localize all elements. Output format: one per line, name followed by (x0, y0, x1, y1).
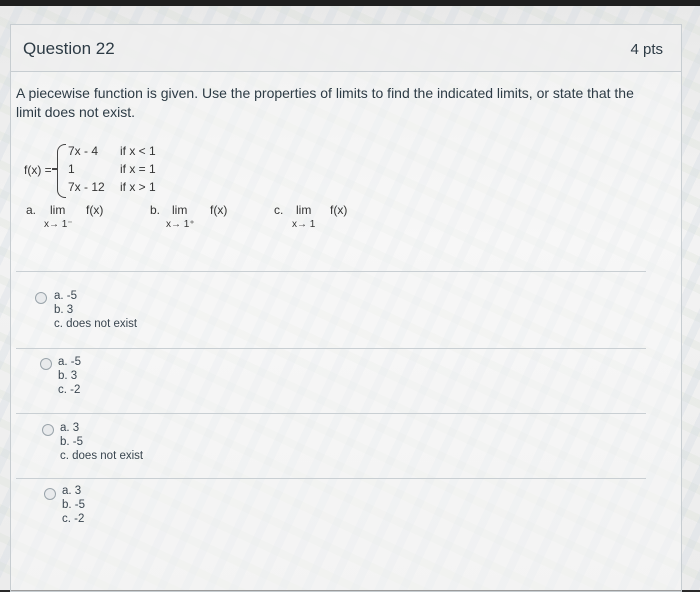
part-b-letter: b. (150, 203, 161, 217)
piecewise-brace (57, 144, 66, 198)
answer-4-radio[interactable] (44, 488, 56, 500)
part-b-func: f(x) (210, 203, 228, 217)
answer-3-part-a: a. 3 (60, 422, 80, 434)
answer-4-part-a: a. 3 (62, 485, 82, 497)
question-prompt: A piecewise function is given. Use the properties of limits to find the indicated limits, or state that the limit does not exist. (16, 85, 634, 120)
case-2-expr: 1 (68, 162, 75, 176)
question-title: Question 22 (23, 39, 115, 58)
case-2-cond: if x = 1 (120, 162, 156, 176)
part-a-letter: a. (26, 203, 37, 217)
part-b-approach: x→ 1⁺ (166, 219, 195, 230)
answer-2-part-a: a. -5 (58, 356, 82, 368)
answer-divider (16, 478, 646, 479)
piecewise-brace-tip (52, 168, 58, 170)
case-1-cond: if x < 1 (120, 144, 156, 158)
question-header (11, 25, 681, 72)
answer-1-part-c: c. does not exist (54, 318, 138, 330)
case-1-expr: 7x - 4 (68, 144, 99, 158)
answer-2-part-b: b. 3 (58, 370, 78, 382)
answer-4-label[interactable] (62, 484, 85, 526)
case-3-cond: if x > 1 (120, 180, 156, 194)
answer-4-part-c: c. -2 (62, 513, 85, 525)
answer-divider (16, 413, 646, 414)
answer-4-part-b: b. -5 (62, 499, 86, 511)
answer-1-part-b: b. 3 (54, 304, 74, 316)
part-c-lim: lim (296, 203, 312, 217)
part-c-approach: x→ 1 (292, 219, 316, 230)
part-a-lim: lim (50, 203, 66, 217)
answer-1-part-a: a. -5 (54, 290, 78, 302)
part-a-approach: x→ 1⁻ (44, 219, 73, 230)
answer-2-part-c: c. -2 (58, 384, 81, 396)
answer-divider (16, 348, 646, 349)
case-3-expr: 7x - 12 (68, 180, 105, 194)
function-lhs: f(x) = (24, 163, 52, 177)
answer-2-radio[interactable] (40, 358, 52, 370)
part-c-letter: c. (274, 203, 284, 217)
part-b-lim: lim (172, 203, 188, 217)
part-a-func: f(x) (86, 203, 104, 217)
question-points: 4 pts (630, 41, 663, 58)
quiz-screen (0, 6, 700, 590)
answer-1-radio[interactable] (35, 292, 47, 304)
answer-3-part-c: c. does not exist (60, 450, 144, 462)
part-c-func: f(x) (330, 203, 348, 217)
answer-3-label[interactable] (60, 421, 143, 463)
answer-1-label[interactable] (54, 289, 137, 331)
answer-3-part-b: b. -5 (60, 436, 84, 448)
answer-3-radio[interactable] (42, 424, 54, 436)
answer-divider (16, 271, 646, 272)
answer-2-label[interactable] (58, 355, 81, 397)
